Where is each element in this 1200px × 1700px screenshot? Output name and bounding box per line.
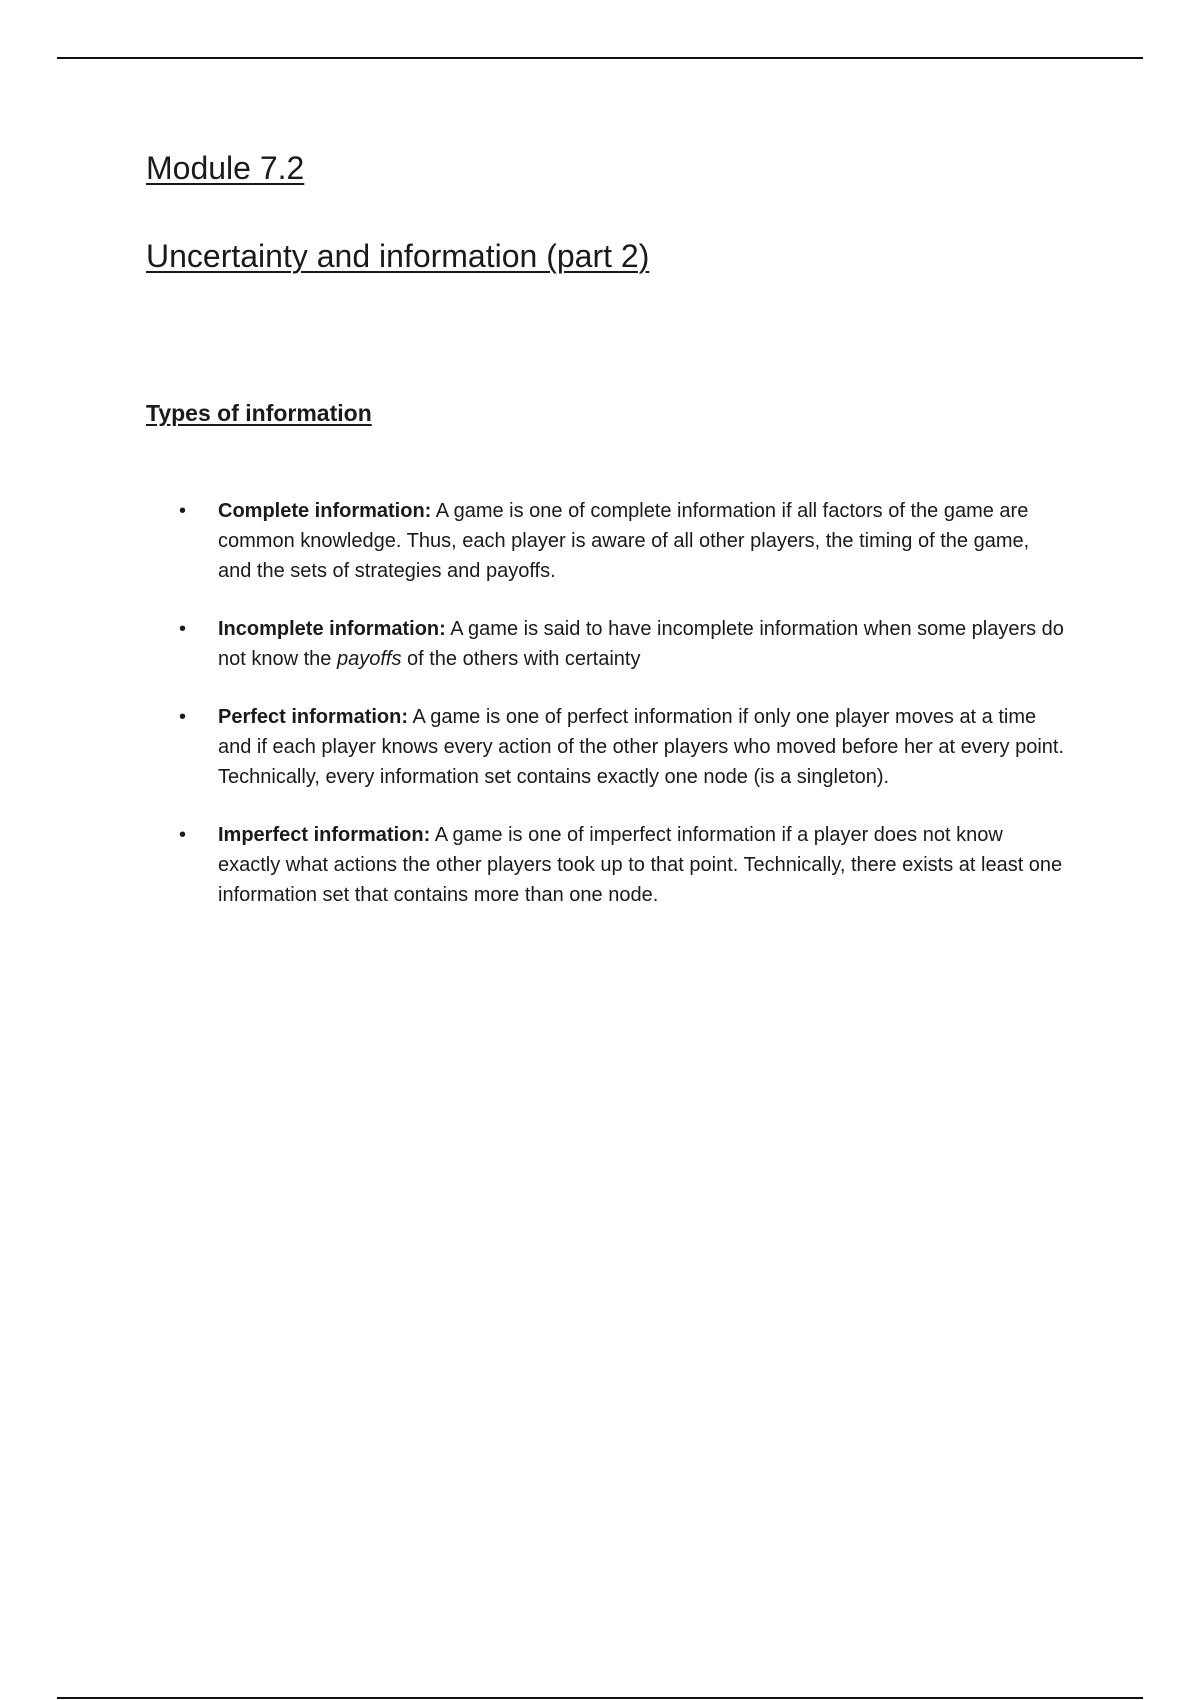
definition-imperfect-information: A game is one of imperfect information if a player does not know exactly what actions the other players took up to that point. Technically, there exists at least one information set that contains more than one node. (218, 824, 1063, 906)
term-perfect-information: Perfect information: (218, 706, 409, 728)
bullet-icon: • (179, 500, 187, 522)
bullet-icon: • (179, 706, 187, 728)
section-heading: Types of information (146, 400, 372, 426)
definition-perfect-information: A game is one of perfect information if only one player moves at a time and if each player knows every action of the other players who moved before her at every point. Technically, every information set contains exactly one node (is a singleton). (218, 706, 1065, 788)
bullet-icon: • (179, 618, 187, 640)
definition-complete-information: A game is one of complete information if all factors of the game are common knowledge. Thus, each player is aware of all other players, the timing of the game, and the sets of strategies and payoffs. (218, 500, 1030, 582)
definition-incomplete-information-part2: of the others with certainty (401, 648, 641, 670)
bottom-horizontal-rule (57, 1697, 1143, 1699)
module-subtitle: Uncertainty and information (part 2) (146, 238, 650, 274)
list-item-perfect-information (146, 702, 1066, 792)
list-item-incomplete-information (146, 614, 1066, 674)
module-title: Module 7.2 (146, 150, 305, 186)
bullet-icon: • (179, 824, 187, 846)
term-incomplete-information: Incomplete information: (218, 618, 446, 640)
definition-incomplete-information-emphasis: payoffs (336, 648, 402, 670)
definition-incomplete-information-part1: A game is said to have incomplete information when some players do not know the (218, 618, 1064, 670)
list-item-complete-information (146, 496, 1066, 586)
list-item-imperfect-information (146, 820, 1066, 910)
information-types-list (146, 496, 1066, 938)
term-imperfect-information: Imperfect information: (218, 824, 431, 846)
term-complete-information: Complete information: (218, 500, 432, 522)
top-horizontal-rule (57, 57, 1143, 59)
